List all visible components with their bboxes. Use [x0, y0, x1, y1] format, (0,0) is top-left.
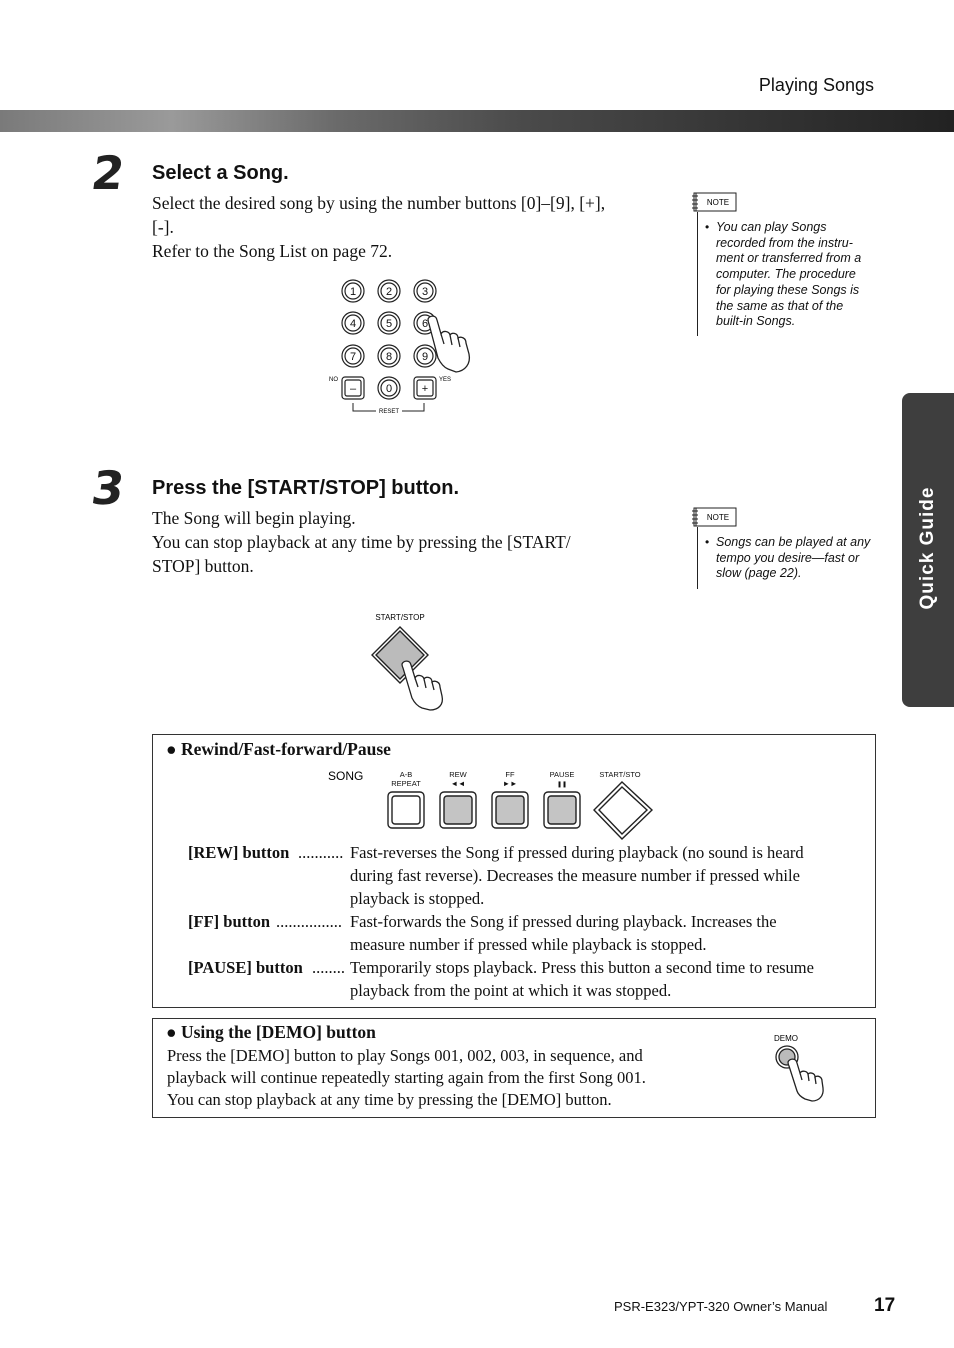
- step-3-line1: The Song will begin playing.: [152, 508, 356, 528]
- rewind-box-title: Rewind/Fast-forward/Pause: [180, 739, 391, 759]
- pointing-hand-icon: [788, 1059, 823, 1101]
- note-bullet: •: [705, 535, 710, 549]
- note-text-2: [716, 535, 870, 582]
- pointing-hand-icon: [402, 661, 442, 710]
- rewind-box-heading: [166, 739, 391, 760]
- note-line: built-in Songs.: [716, 314, 796, 329]
- ab-repeat-label: REPEAT: [391, 779, 421, 788]
- no-label: NO: [329, 377, 338, 383]
- demo-button-illustration: [766, 1030, 836, 1106]
- key-label: 1: [349, 286, 357, 298]
- def-line: playback is stopped.: [350, 889, 485, 908]
- note-bullet: •: [705, 220, 710, 234]
- def-desc: [350, 910, 870, 956]
- key-label: 0: [385, 383, 393, 395]
- def-term: [FF] button: [188, 912, 271, 931]
- note-line: Songs can be played at any: [716, 535, 871, 549]
- key-label: 3: [421, 286, 429, 298]
- step-3-title: Press the [START/STOP] button.: [152, 477, 460, 499]
- definition-ff: [188, 912, 868, 958]
- definition-pause: [188, 958, 868, 1004]
- step-3-number: 3: [88, 461, 126, 515]
- note-line: ment or transferred from a: [716, 251, 862, 266]
- definition-rew: [188, 843, 868, 912]
- side-tab-label: Quick Guide: [917, 486, 938, 610]
- note-label: NOTE: [706, 198, 730, 207]
- key-label: 9: [421, 351, 429, 363]
- note-line: You can play Songs: [716, 220, 827, 234]
- key-label: 2: [385, 286, 393, 298]
- page-number: 17: [874, 1295, 896, 1316]
- def-term: [REW] button: [188, 843, 290, 862]
- song-label: SONG: [328, 769, 364, 783]
- step-2-line2: [-].: [152, 217, 174, 237]
- def-line: Temporarily stops playback. Press this button a second time to resume: [350, 958, 814, 977]
- step-2-line3: Refer to the Song List on page 72.: [152, 241, 393, 261]
- def-line: Fast-forwards the Song if pressed during playback. Increases the: [350, 912, 777, 931]
- bullet-icon: ●: [166, 739, 177, 759]
- note-line: recorded from the instru-: [716, 235, 853, 250]
- def-line: Fast-reverses the Song if pressed during playback (no sound is heard: [350, 843, 804, 862]
- demo-box-text: [167, 1045, 646, 1111]
- bullet-icon: ●: [166, 1022, 177, 1042]
- pause-symbol: ❚❚: [556, 782, 568, 788]
- def-leader: ...........: [298, 843, 344, 862]
- demo-box-heading: [166, 1022, 376, 1043]
- key-label: 4: [349, 318, 357, 330]
- ff-symbol: ►►: [502, 779, 518, 788]
- key-label: –: [349, 383, 357, 395]
- footer-manual-title: PSR-E323/YPT-320 Owner’s Manual: [614, 1299, 828, 1314]
- step-3-line3: STOP] button.: [152, 556, 254, 576]
- note-icon: [690, 190, 740, 214]
- def-term: [PAUSE] button: [188, 958, 303, 977]
- start-stop-button: [372, 627, 428, 683]
- step-3-line2: You can stop playback at any time by pressing the [START/: [152, 532, 571, 552]
- demo-line: Press the [DEMO] button to play Songs 001, 002, 003, in sequence, and: [167, 1046, 643, 1065]
- demo-line: playback will continue repeatedly starting again from the first Song 001.: [167, 1068, 646, 1087]
- rew-button: [440, 792, 476, 828]
- def-line: measure number if pressed while playback is stopped.: [350, 935, 707, 954]
- start-stop-label: START/STO: [599, 770, 641, 779]
- def-leader: ........: [312, 958, 345, 977]
- start-stop-button: [594, 782, 652, 839]
- yes-label: YES: [439, 377, 452, 383]
- rew-label: REW: [449, 770, 467, 779]
- step-2-line1: Select the desired song by using the number buttons [0]–[9], [+],: [152, 193, 606, 213]
- reset-label: RESET: [378, 409, 400, 415]
- button-definitions: [188, 843, 868, 1004]
- start-stop-illustration: [362, 608, 452, 712]
- note-icon: [690, 505, 740, 529]
- key-label: 5: [385, 318, 393, 330]
- step-2-title: Select a Song.: [152, 162, 289, 184]
- ff-button: [492, 792, 528, 828]
- header-band: [0, 110, 954, 132]
- ff-label: FF: [505, 770, 515, 779]
- side-tab: [902, 393, 954, 707]
- def-line: during fast reverse). Decreases the measure number if pressed while: [350, 866, 800, 885]
- ab-repeat-label: A-B: [399, 770, 413, 779]
- note-text-1: [716, 220, 861, 330]
- def-leader: ................: [276, 912, 342, 931]
- section-title: Playing Songs: [758, 75, 874, 95]
- number-keypad-illustration: [320, 272, 490, 420]
- pause-button: [544, 792, 580, 828]
- pause-label: PAUSE: [549, 770, 575, 779]
- note-label: NOTE: [706, 513, 730, 522]
- ab-repeat-button: [388, 792, 424, 828]
- pointing-hand-icon: [428, 316, 469, 372]
- demo-line: You can stop playback at any time by pressing the [DEMO] button.: [167, 1090, 612, 1109]
- note-line: the same as that of the: [716, 298, 844, 313]
- start-stop-label: START/STOP: [375, 613, 425, 622]
- note-line: computer. The procedure: [716, 267, 856, 282]
- key-label: 6: [421, 318, 429, 330]
- key-label: +: [421, 383, 429, 395]
- step-2-number: 2: [88, 146, 126, 200]
- key-label: 8: [385, 351, 393, 363]
- note-line: slow (page 22).: [716, 566, 802, 581]
- note-line: for playing these Songs is: [716, 282, 860, 297]
- def-line: playback from the point at which it was stopped.: [350, 981, 672, 1000]
- def-desc: [350, 841, 870, 910]
- demo-label: DEMO: [774, 1034, 798, 1043]
- song-control-panel: [322, 766, 662, 842]
- def-desc: [350, 956, 870, 1002]
- rew-symbol: ◄◄: [450, 779, 466, 788]
- key-label: 7: [349, 351, 357, 363]
- note-line: tempo you desire—fast or: [716, 550, 860, 565]
- demo-box-title: Using the [DEMO] button: [180, 1022, 376, 1042]
